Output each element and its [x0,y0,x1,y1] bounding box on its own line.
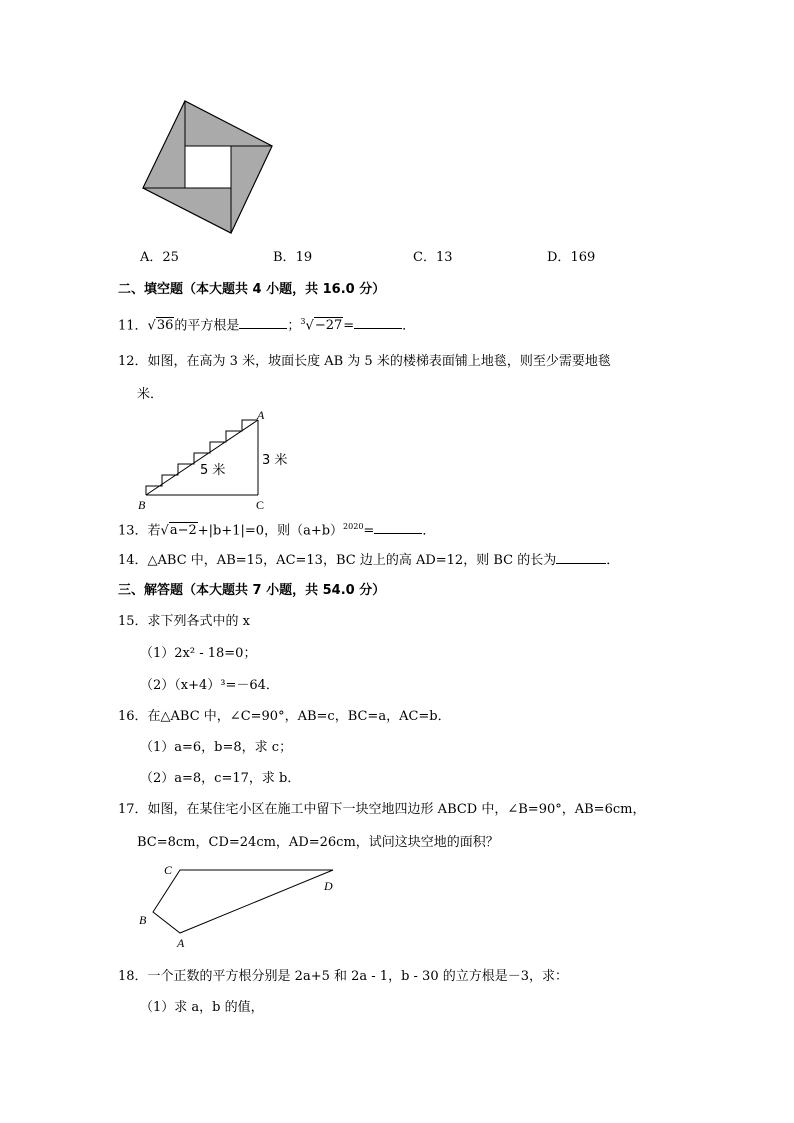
question-13: 13．若√a−2+|b+1|=0，则$(a+b)^{2020}=$ ． [118,522,436,539]
label-C: C [256,498,265,512]
label-D: D [324,879,333,893]
question-18-line1: 18．一个正数的平方根分别是 2a+5 和 2a - 1，b - 30 的立方根是－3，求： [118,969,568,984]
question-16-stem: 16．在△ABC 中，∠C=90°，AB=c，BC=a，AC=b． [118,709,451,724]
label-C: C [164,863,173,877]
option-d: D．169 [547,250,596,265]
question-12-line1: 12．如图，在高为 3 米，坡面长度 AB 为 5 米的楼梯表面铺上地毯，则至少需要地毯 [118,354,611,369]
question-11: 11．√36的平方根是 ；$^3$√−27= ． [118,317,416,334]
section-2-heading: 二、填空题（本大题共 4 小题，共 16.0 分） [118,282,386,297]
question-12-line2: 米． [137,387,164,402]
option-c: C．13 [413,250,453,265]
label-slope: 5 米 [200,463,226,478]
label-B: B [139,913,147,927]
label-A: A [257,408,265,422]
question-15-stem: 15．求下列各式中的 x [118,614,251,629]
question-15-part1: （1）2x² - 18=0； [140,646,257,661]
label-height: 3 米 [262,453,288,468]
quadrilateral-abcd [153,870,333,933]
label-A: A [177,936,185,950]
section-3-heading: 三、解答题（本大题共 7 小题，共 54.0 分） [118,583,386,598]
question-18-part1: （1）求 a，b 的值， [140,1000,264,1015]
question-17-line1: 17．如图，在某住宅小区在施工中留下一块空地四边形 ABCD 中，∠B=90°，AB=6cm， [118,802,646,817]
option-a: A．25 [140,250,179,265]
question-16-part2: （2）a=8，c=17，求 b． [140,771,301,786]
question-14: 14．△ABC 中，AB=15，AC=13，BC 边上的高 AD=12，则 BC 的长为 ． [118,553,620,568]
question-16-part1: （1）a=6，b=8，求 c； [140,740,293,755]
option-b: B．19 [273,250,313,265]
question-15-part2: （2）（x+4）³=－64． [140,678,279,693]
question-17-line2: BC=8cm，CD=24cm，AD=26cm，试问这块空地的面积？ [137,835,499,850]
label-B: B [138,498,146,512]
